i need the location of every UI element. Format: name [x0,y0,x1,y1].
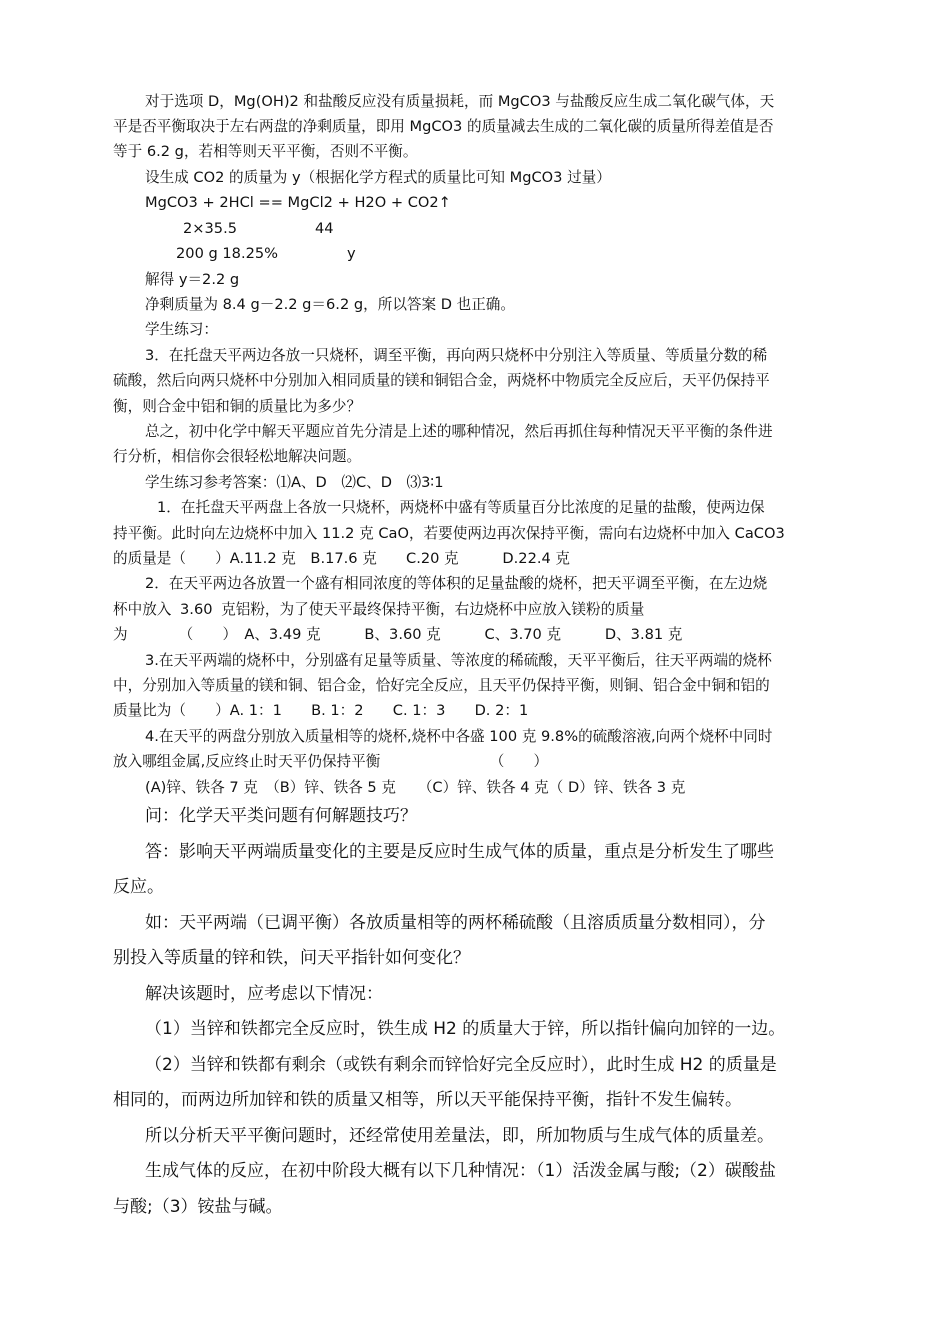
paragraph-line: 行分析，相信你会很轻松地解决问题。 [113,448,362,465]
question-line: 3．在托盘天平两边各放一只烧杯，调至平衡，再向两只烧杯中分别注入等质量、等质量分数的稀 [145,347,768,364]
case-line: 相同的，而两边所加锌和铁的质量又相等，所以天平能保持平衡，指针不发生偏转。 [113,1090,742,1110]
equation-unknown-mass: y [347,245,356,262]
qa-question: 问：化学天平类问题有何解题技巧？ [145,806,417,826]
question-line: 4.在天平的两盘分别放入质量相等的烧杯,烧杯中各盛 100 克 9.8%的硫酸溶液,向两个烧杯中同时 [145,728,773,745]
question-line: 衡，则合金中铝和铜的质量比为多少？ [113,398,362,415]
question-line: 持平衡。此时向左边烧杯中加入 11.2 克 CaO，若要使两边再次保持平衡，需向右边烧杯中加入 CaCO3 [113,525,785,542]
paragraph-line: 对于选项 D，Mg(OH)2 和盐酸反应没有质量损耗，而 MgCO3 与盐酸反应生成二氧化碳气体，天 [145,93,775,110]
question-options: 的质量是（ ）A.11.2 克 B.17.6 克 C.20 克 D.22.4 克 [113,550,571,567]
paragraph-line: 与酸;（3）铵盐与碱。 [113,1197,283,1217]
question-options: 质量比为（ ）A. 1：1 B. 1：2 C. 1：3 D. 2：1 [113,702,529,719]
question-options: 为 （ ） A、3.49 克 B、3.60 克 C、3.70 克 D、3.81 克 [113,626,683,643]
qa-answer-line: 答：影响天平两端质量变化的主要是反应时生成气体的质量，重点是分析发生了哪些 [145,842,774,862]
paragraph-line: 所以分析天平平衡问题时，还经常使用差量法，即，所加物质与生成气体的质量差。 [145,1126,774,1146]
paragraph-line: 等于 6.2 g，若相等则天平平衡，否则不平衡。 [113,143,418,160]
equation-mass-ratio: 2×35.5 [183,220,238,237]
question-line: 硫酸，然后向两只烧杯中分别加入相同质量的镁和铜铝合金，两烧杯中物质完全反应后，天平仍保持平 [113,372,770,389]
paragraph-line: 平是否平衡取决于左右两盘的净剩质量，即用 MgCO3 的质量减去生成的二氧化碳的质量所得差值是否 [113,118,774,135]
qa-answer-line: 反应。 [113,877,164,897]
example-line: 如：天平两端（已调平衡）各放质量相等的两杯稀硫酸（且溶质质量分数相同），分 [145,913,766,933]
equation-mass-ratio: 44 [315,220,334,237]
case-line: （2）当锌和铁都有剩余（或铁有剩余而锌恰好完全反应时），此时生成 H2 的质量是 [145,1055,777,1075]
section-heading: 学生练习： [145,321,218,338]
question-options: (A)锌、铁各 7 克 （B）锌、铁各 5 克 （C）锌、铁各 4 克（ D）锌、铁各 3 克 [145,779,686,796]
question-line: 中，分别加入等质量的镁和铜、铝合金，恰好完全反应，且天平仍保持平衡，则铜、铝合金中铜和铝的 [113,677,770,694]
paragraph-line: 解决该题时，应考虑以下情况： [145,984,383,1004]
paragraph-line: 解得 y＝2.2 g [145,271,240,288]
question-line: 杯中放入 3.60 克铝粉，为了使天平最终保持平衡，右边烧杯中应放入镁粉的质量 [113,601,645,618]
question-line: 1．在托盘天平两盘上各放一只烧杯，两烧杯中盛有等质量百分比浓度的足量的盐酸，使两边保 [157,499,765,516]
equation-known-mass: 200 g 18.25% [176,245,279,262]
case-line: （1）当锌和铁都完全反应时，铁生成 H2 的质量大于锌，所以指针偏向加锌的一边。 [145,1019,786,1039]
answer-key: 学生练习参考答案：⑴A、D ⑵C、D ⑶3∶1 [145,474,444,491]
example-line: 别投入等质量的锌和铁，问天平指针如何变化？ [113,948,470,968]
paragraph-line: 生成气体的反应，在初中阶段大概有以下几种情况：（1）活泼金属与酸;（2）碳酸盐 [145,1161,776,1181]
question-line: 放入哪组金属,反应终止时天平仍保持平衡 （ ） [113,753,549,770]
paragraph-line: 总之，初中化学中解天平题应首先分清是上述的哪种情况，然后再抓住每种情况天平平衡的条件进 [145,423,773,440]
chemical-equation: MgCO3 + 2HCl == MgCl2 + H2O + CO2↑ [145,194,451,211]
question-line: 3.在天平两端的烧杯中，分别盛有足量等质量、等浓度的稀硫酸，天平平衡后，往天平两端的烧杯 [145,652,772,669]
paragraph-line: 设生成 CO2 的质量为 y（根据化学方程式的质量比可知 MgCO3 过量） [145,169,611,186]
paragraph-line: 净剩质量为 8.4 g－2.2 g＝6.2 g，所以答案 D 也正确。 [145,296,515,313]
question-line: 2．在天平两边各放置一个盛有相同浓度的等体积的足量盐酸的烧杯，把天平调至平衡，在左边烧 [145,575,768,592]
